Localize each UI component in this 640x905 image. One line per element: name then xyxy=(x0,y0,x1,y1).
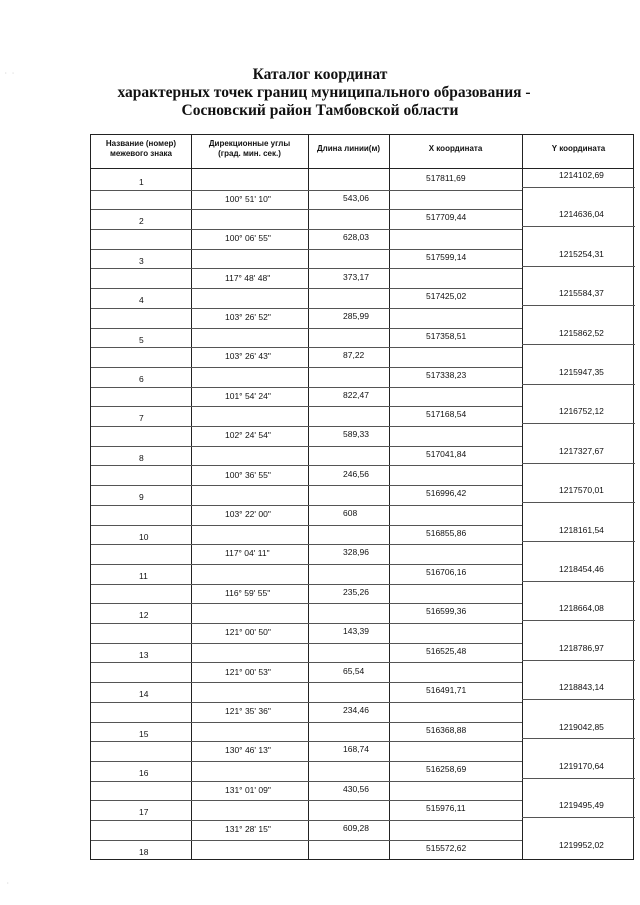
row-divider xyxy=(91,840,522,841)
row-divider xyxy=(91,505,522,506)
x-coordinate: 517358,51 xyxy=(426,330,467,341)
x-coordinate: 516706,16 xyxy=(426,567,467,577)
row-divider xyxy=(522,502,635,503)
row-divider xyxy=(91,722,522,723)
row-divider xyxy=(522,305,635,306)
y-coordinate: 1215254,31 xyxy=(559,248,604,259)
line-length: 328,96 xyxy=(343,547,369,558)
y-coordinate: 1219042,85 xyxy=(559,721,604,732)
row-divider xyxy=(522,384,635,385)
direction-angle: 117° 04' 11" xyxy=(225,548,270,559)
header-x: X координата xyxy=(428,144,483,153)
row-divider xyxy=(91,485,522,486)
point-name: 1 xyxy=(139,177,144,187)
row-divider xyxy=(522,778,635,779)
direction-angle: 121° 00' 53" xyxy=(225,666,271,677)
row-divider xyxy=(522,463,635,464)
row-divider xyxy=(91,643,522,644)
row-divider xyxy=(522,620,635,621)
row-divider xyxy=(91,820,522,821)
point-name: 2 xyxy=(139,216,144,227)
direction-angle: 103° 22' 00" xyxy=(225,508,271,519)
y-coordinate: 1218843,14 xyxy=(559,682,604,693)
y-coordinate: 1216752,12 xyxy=(559,406,604,417)
point-name: 12 xyxy=(139,610,149,621)
x-coordinate: 517338,23 xyxy=(426,370,467,380)
row-divider xyxy=(522,187,635,188)
header-angle-line1: Дирекционные углы xyxy=(208,139,291,148)
header-name xyxy=(91,139,191,159)
title-line-3: Сосновский район Тамбовской области xyxy=(181,102,459,119)
direction-angle: 116° 59' 55" xyxy=(225,587,271,598)
direction-angle: 131° 01' 09" xyxy=(225,784,271,795)
direction-angle: 103° 26' 43" xyxy=(225,351,271,362)
x-coordinate: 516599,36 xyxy=(426,606,467,617)
line-length: 373,17 xyxy=(343,271,369,282)
row-divider xyxy=(91,387,522,388)
header-divider xyxy=(91,168,633,169)
header-name-line2: межевого знака xyxy=(109,149,173,158)
point-name: 15 xyxy=(139,728,149,739)
row-divider xyxy=(522,817,635,818)
row-divider xyxy=(91,465,522,466)
direction-angle: 131° 28' 15" xyxy=(225,824,271,835)
line-length: 608 xyxy=(343,507,358,518)
point-name: 5 xyxy=(139,334,144,345)
direction-angle: 130° 46' 13" xyxy=(225,745,271,756)
column-divider xyxy=(308,135,309,859)
point-name: 13 xyxy=(139,649,149,660)
row-divider xyxy=(91,426,522,427)
point-name: 16 xyxy=(139,768,149,778)
x-coordinate: 517168,54 xyxy=(426,409,467,420)
y-coordinate: 1218161,54 xyxy=(559,524,604,535)
row-divider xyxy=(91,584,522,585)
header-length: Длина линии(м) xyxy=(316,144,381,153)
y-coordinate: 1217327,67 xyxy=(559,445,604,456)
scan-artifact: · xyxy=(6,880,10,887)
column-divider xyxy=(191,135,192,859)
point-name: 11 xyxy=(139,571,148,581)
y-coordinate: 1219952,02 xyxy=(559,839,604,850)
direction-angle: 100° 06' 55" xyxy=(225,233,271,244)
x-coordinate: 517041,84 xyxy=(426,448,467,459)
y-coordinate: 1219170,64 xyxy=(559,761,604,771)
x-coordinate: 516491,71 xyxy=(426,685,467,696)
y-coordinate: 1219495,49 xyxy=(559,800,604,811)
x-coordinate: 516855,86 xyxy=(426,527,467,538)
x-coordinate: 516996,42 xyxy=(426,488,467,499)
row-divider xyxy=(522,699,635,700)
row-divider xyxy=(91,662,522,663)
title-line-2: характерных точек границ муниципального образования - xyxy=(117,84,531,101)
direction-angle: 100° 51' 10" xyxy=(225,193,271,204)
row-divider xyxy=(522,581,635,582)
header-angle xyxy=(191,139,308,159)
line-length: 285,99 xyxy=(343,310,369,321)
line-length: 628,03 xyxy=(343,232,369,243)
direction-angle: 102° 24' 54" xyxy=(225,430,271,441)
line-length: 543,06 xyxy=(343,192,369,203)
point-name: 3 xyxy=(139,255,144,266)
row-divider xyxy=(91,603,522,604)
row-divider xyxy=(522,266,635,267)
direction-angle: 117° 48' 48" xyxy=(225,272,271,283)
coordinate-table xyxy=(90,134,634,860)
y-coordinate: 1215862,52 xyxy=(559,327,604,338)
row-divider xyxy=(91,781,522,782)
x-coordinate: 517425,02 xyxy=(426,291,467,302)
row-divider xyxy=(91,308,522,309)
x-coordinate: 517811,69 xyxy=(426,173,466,183)
line-length: 143,39 xyxy=(343,626,369,637)
y-coordinate: 1215947,35 xyxy=(559,367,604,377)
point-name: 6 xyxy=(139,374,144,384)
point-name: 17 xyxy=(139,807,149,818)
line-length: 65,54 xyxy=(343,665,365,676)
x-coordinate: 515572,62 xyxy=(426,842,467,853)
scan-artifact: · · xyxy=(4,70,15,77)
y-coordinate: 1218786,97 xyxy=(559,642,604,653)
row-divider xyxy=(91,544,522,545)
row-divider xyxy=(91,623,522,624)
line-length: 589,33 xyxy=(343,429,369,440)
point-name: 10 xyxy=(139,531,149,542)
x-coordinate: 515976,11 xyxy=(426,803,466,814)
y-coordinate: 1218664,08 xyxy=(559,603,604,614)
row-divider xyxy=(522,660,635,661)
row-divider xyxy=(91,406,522,407)
row-divider xyxy=(91,446,522,447)
x-coordinate: 516368,88 xyxy=(426,724,467,735)
x-coordinate: 516525,48 xyxy=(426,645,467,656)
direction-angle: 103° 26' 52" xyxy=(225,311,271,322)
y-coordinate: 1214636,04 xyxy=(559,209,604,220)
row-divider xyxy=(522,344,635,345)
point-name: 4 xyxy=(139,295,144,306)
row-divider xyxy=(91,702,522,703)
line-length: 168,74 xyxy=(343,744,369,755)
x-coordinate: 516258,69 xyxy=(426,764,467,774)
row-divider xyxy=(91,347,522,348)
row-divider xyxy=(91,761,522,762)
y-coordinate: 1217570,01 xyxy=(559,485,604,496)
direction-angle: 100° 36' 55" xyxy=(225,469,271,480)
row-divider xyxy=(91,209,522,210)
row-divider xyxy=(91,268,522,269)
row-divider xyxy=(91,249,522,250)
point-name: 14 xyxy=(139,689,149,700)
row-divider xyxy=(91,328,522,329)
row-divider xyxy=(91,190,522,191)
row-divider xyxy=(91,682,522,683)
title-line-1: Каталог координат xyxy=(252,66,388,83)
y-coordinate: 1215584,37 xyxy=(559,288,604,299)
y-coordinate: 1214102,69 xyxy=(559,170,604,180)
row-divider xyxy=(91,800,522,801)
row-divider xyxy=(91,525,522,526)
row-divider xyxy=(522,541,635,542)
column-divider xyxy=(522,135,523,859)
row-divider xyxy=(91,288,522,289)
row-divider xyxy=(522,738,635,739)
point-name: 8 xyxy=(139,452,144,463)
line-length: 234,46 xyxy=(343,704,369,715)
row-divider xyxy=(91,229,522,230)
header-name-line1: Название (номер) xyxy=(105,139,177,148)
row-divider xyxy=(91,564,522,565)
x-coordinate: 517599,14 xyxy=(426,251,467,262)
line-length: 609,28 xyxy=(343,823,369,834)
line-length: 822,47 xyxy=(343,389,369,400)
line-length: 87,22 xyxy=(343,350,365,361)
column-divider xyxy=(389,135,390,859)
row-divider xyxy=(522,226,635,227)
row-divider xyxy=(522,423,635,424)
direction-angle: 121° 35' 36" xyxy=(225,705,271,716)
point-name: 9 xyxy=(139,492,144,503)
direction-angle: 101° 54' 24" xyxy=(225,390,271,401)
point-name: 18 xyxy=(139,846,149,857)
x-coordinate: 517709,44 xyxy=(426,212,467,223)
row-divider xyxy=(91,367,522,368)
direction-angle: 121° 00' 50" xyxy=(225,627,271,638)
point-name: 7 xyxy=(139,413,144,424)
line-length: 430,56 xyxy=(343,783,369,794)
y-coordinate: 1218454,46 xyxy=(559,564,604,574)
row-divider xyxy=(91,741,522,742)
line-length: 246,56 xyxy=(343,468,369,479)
header-angle-line2: (град. мин. сек.) xyxy=(218,149,281,158)
header-y: Y координата xyxy=(551,144,606,153)
line-length: 235,26 xyxy=(343,586,369,597)
